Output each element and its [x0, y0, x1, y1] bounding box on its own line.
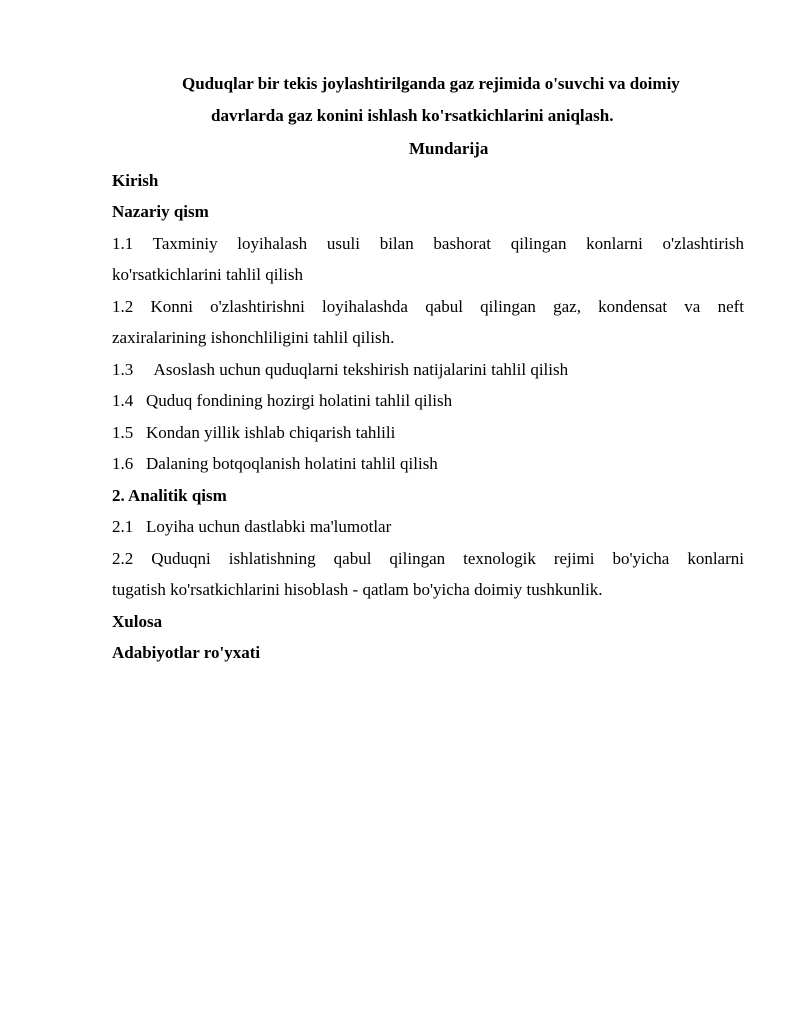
toc-item-2-2-line-2: tugatish ko'rsatkichlarini hisoblash - qatlam bo'yicha doimiy tushkunlik. [112, 580, 603, 599]
toc-item-1-2-line-1: 1.2 Konni o'zlashtirishni loyihalashda qabul qilingan gaz, kondensat va neft [112, 297, 744, 316]
toc-item-1-3: 1.3 Asoslash uchun quduqlarni tekshirish natijalarini tahlil qilish [112, 360, 569, 379]
toc-item-2-2-line-1: 2.2 Quduqni ishlatishning qabul qilingan texnologik rejimi bo'yicha konlarni [112, 549, 744, 568]
toc-item-2-1: 2.1 Loyiha uchun dastlabki ma'lumotlar [112, 517, 392, 536]
document-title-line-2: davrlarda gaz konini ishlash ko'rsatkichlarini aniqlash. [211, 106, 614, 125]
toc-xulosa: Xulosa [112, 612, 163, 631]
toc-item-1-1-line-1: 1.1 Taxminiy loyihalash usuli bilan bashorat qilingan konlarni o'zlashtirish [112, 234, 744, 253]
toc-item-1-1-line-2: ko'rsatkichlarini tahlil qilish [112, 265, 303, 284]
toc-nazariy-qism: Nazariy qism [112, 202, 209, 221]
toc-item-1-5: 1.5 Kondan yillik ishlab chiqarish tahlili [112, 423, 396, 442]
toc-kirish: Kirish [112, 171, 159, 190]
toc-analitik-qism: 2. Analitik qism [112, 486, 227, 505]
contents-heading: Mundarija [409, 139, 489, 158]
toc-item-1-6: 1.6 Dalaning botqoqlanish holatini tahlil qilish [112, 454, 438, 473]
toc-item-1-4: 1.4 Quduq fondining hozirgi holatini tahlil qilish [112, 391, 453, 410]
document-title-line-1: Quduqlar bir tekis joylashtirilganda gaz rejimida o'suvchi va doimiy [182, 74, 680, 93]
toc-item-1-2-line-2: zaxiralarining ishonchliligini tahlil qilish. [112, 328, 395, 347]
toc-adabiyotlar: Adabiyotlar ro'yxati [112, 643, 261, 662]
